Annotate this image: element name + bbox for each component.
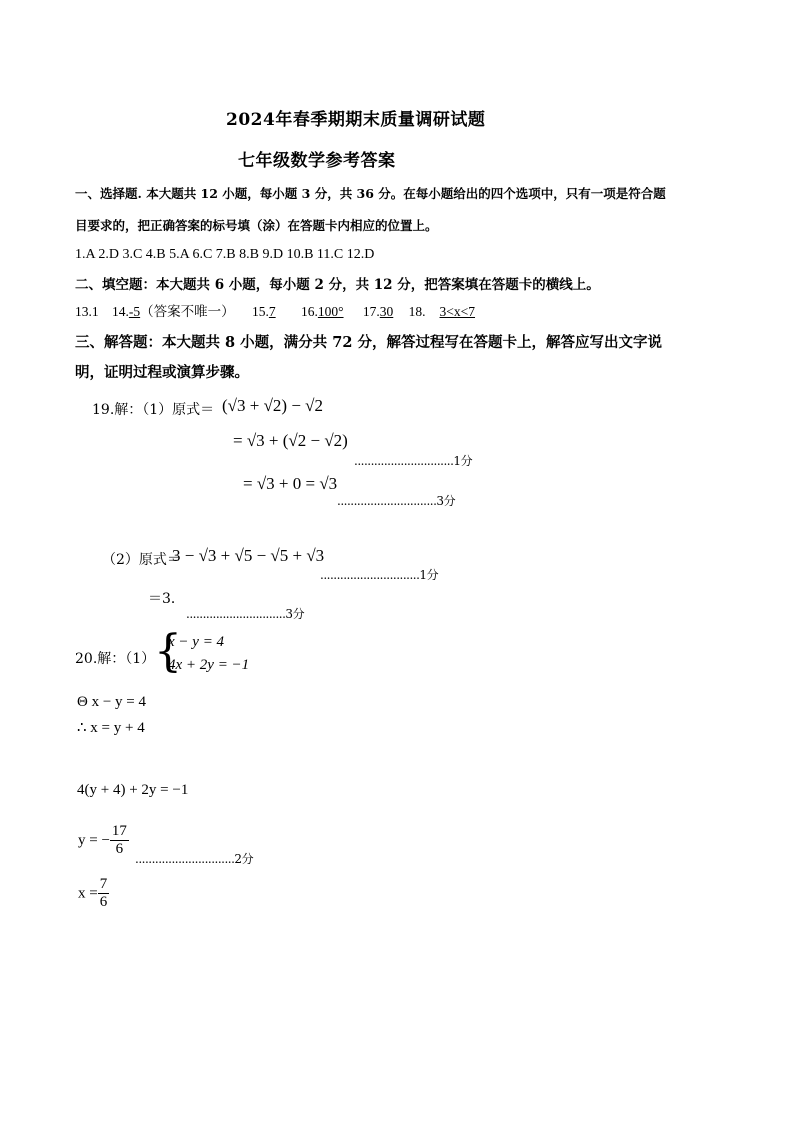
- page-title: 2024年春季期期末质量调研试题: [226, 110, 486, 130]
- q20-x-numerator: 7: [98, 876, 110, 894]
- section2-heading: 二、填空题：本大题共 6 小题，每小题 2 分，共 12 分，把答案填在答题卡的横线上。: [75, 277, 600, 293]
- q19-line2: = √3 + (√2 − √2): [233, 431, 348, 450]
- q15-answer: 7: [268, 304, 276, 319]
- section1-line1: 一、选择题. 本大题共 12 小题，每小题 3 分，共 36 分。在每小题给出的四个选项中，只有一项是符合题: [75, 186, 666, 201]
- q20-step3: 4(y + 4) + 2y = −1: [77, 782, 189, 798]
- q19-score1: ..............................1分: [354, 454, 473, 468]
- section1-answers: 1.A 2.D 3.C 4.B 5.A 6.C 7.B 8.B 9.D 10.B 11.C 12.D: [75, 247, 375, 262]
- q20-y-denominator: 6: [115, 841, 124, 858]
- q20-x-lhs: x =: [78, 885, 98, 902]
- q20-eq2: 4x + 2y = −1: [168, 657, 250, 673]
- q19-line1: (√3 + √2) − √2: [222, 396, 323, 415]
- q20-y-lhs: y = −: [78, 832, 110, 849]
- q19-part2-score2: ..............................3分: [186, 607, 305, 621]
- system-brace: {: [154, 626, 182, 677]
- q18-answer: 3<x<7: [439, 304, 476, 319]
- q20-y-score: ..............................2分: [135, 852, 254, 866]
- q20-y-solution: [78, 823, 129, 859]
- q20-y-numerator: 17: [110, 823, 129, 841]
- q20-x-solution: [78, 876, 109, 912]
- q13-answer: 13.1: [75, 304, 99, 319]
- q18-prefix: 18.: [408, 304, 426, 319]
- section3-line2: 明，证明过程或演算步骤。: [75, 364, 249, 381]
- q20-step1: Θ x − y = 4: [77, 694, 147, 710]
- q17-prefix: 17.: [362, 304, 380, 319]
- q15-prefix: 15.: [252, 304, 269, 319]
- q19-part2-line1: 3 − √3 + √5 − √5 + √3: [172, 546, 325, 565]
- section1-line2: 目要求的，把正确答案的标号填（涂）在答题卡内相应的位置上。: [75, 218, 438, 233]
- q19-part2-label: （2）原式＝: [102, 552, 181, 568]
- section2-answers: [75, 300, 487, 320]
- q14-note: （答案不唯一）: [140, 304, 235, 319]
- q19-line3: = √3 + 0 = √3: [243, 474, 338, 493]
- q19-part2-score1: ..............................1分: [320, 568, 439, 582]
- q20-x-fraction: [98, 876, 110, 912]
- q20-eq1: x − y = 4: [168, 634, 225, 650]
- q19-score2: ..............................3分: [337, 494, 456, 508]
- q20-step2: ∴ x = y + 4: [77, 720, 145, 736]
- q19-part2-line2: ＝3．: [148, 591, 185, 607]
- q14-prefix: 14.: [112, 304, 129, 319]
- q19-label: 19.解：（1）原式＝: [92, 402, 215, 418]
- q20-x-denominator: 6: [99, 894, 108, 911]
- page-subtitle: 七年级数学参考答案: [238, 151, 396, 171]
- section3-line1: 三、解答题：本大题共 8 小题，满分共 72 分，解答过程写在答题卡上，解答应写出文字说: [75, 334, 662, 351]
- q20-y-fraction: [110, 823, 129, 859]
- q17-answer: 30: [379, 304, 394, 319]
- q16-answer: 100°: [317, 304, 344, 319]
- q20-label: 20.解：（1）: [75, 651, 156, 667]
- q16-prefix: 16.: [301, 304, 318, 319]
- q14-answer: -5: [128, 304, 141, 319]
